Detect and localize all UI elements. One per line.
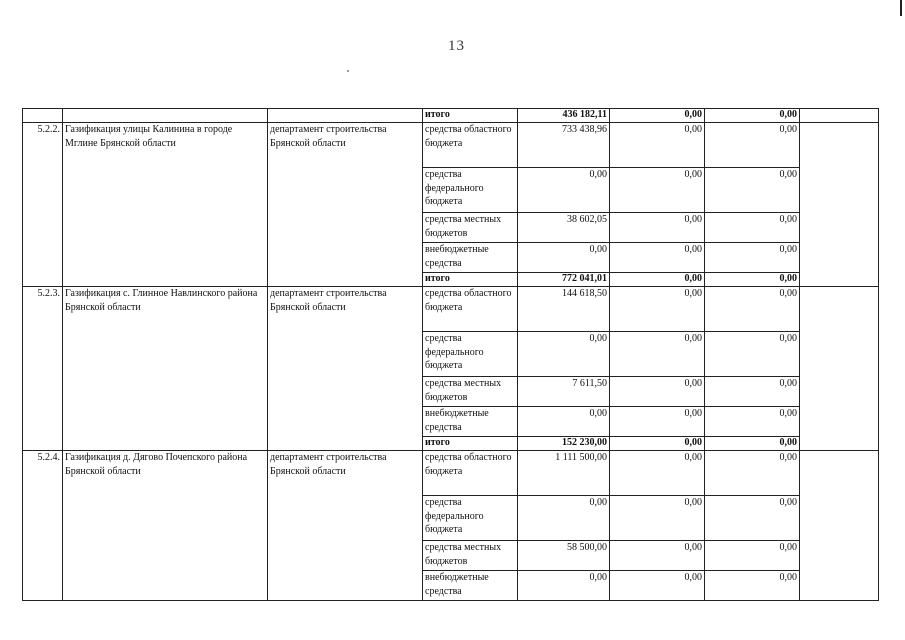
item-number: 5.2.2. xyxy=(23,123,63,287)
value-cell: 0,00 xyxy=(518,243,610,273)
item-executor: департамент строительства Брянской области xyxy=(268,123,423,287)
source-cell: итого xyxy=(423,437,518,451)
source-cell: средства областного бюджета xyxy=(423,287,518,332)
value-cell: 144 618,50 xyxy=(518,287,610,332)
value-cell: 0,00 xyxy=(705,123,800,168)
value-cell: 0,00 xyxy=(705,213,800,243)
note-cell xyxy=(800,287,879,451)
note-cell xyxy=(800,451,879,601)
table-row xyxy=(23,451,879,496)
scan-edge-mark xyxy=(900,0,902,16)
value-cell: 0,00 xyxy=(705,407,800,437)
value-cell: 0,00 xyxy=(705,541,800,571)
item-name: Газификация д. Дягово Почепского района Брянской области xyxy=(63,451,268,601)
value-cell: 0,00 xyxy=(610,437,705,451)
scan-speck xyxy=(347,70,349,72)
value-cell: 0,00 xyxy=(610,273,705,287)
source-cell: внебюджетные средства xyxy=(423,243,518,273)
executor-cell xyxy=(268,109,423,123)
number-cell xyxy=(23,109,63,123)
source-cell: средства федерального бюджета xyxy=(423,168,518,213)
source-cell: средства областного бюджета xyxy=(423,123,518,168)
value-cell: 0,00 xyxy=(610,571,705,601)
item-number: 5.2.4. xyxy=(23,451,63,601)
value-cell: 0,00 xyxy=(705,451,800,496)
value-cell: 772 041,01 xyxy=(518,273,610,287)
value-cell: 0,00 xyxy=(705,571,800,601)
value-cell: 0,00 xyxy=(610,213,705,243)
value-cell: 0,00 xyxy=(705,287,800,332)
source-cell: средства местных бюджетов xyxy=(423,213,518,243)
source-cell: внебюджетные средства xyxy=(423,407,518,437)
value-cell: 0,00 xyxy=(610,496,705,541)
value-cell: 0,00 xyxy=(705,273,800,287)
note-cell xyxy=(800,109,879,123)
value-cell: 436 182,11 xyxy=(518,109,610,123)
source-cell: итого xyxy=(423,109,518,123)
value-cell: 1 111 500,00 xyxy=(518,451,610,496)
value-cell: 0,00 xyxy=(610,541,705,571)
page-number: 13 xyxy=(448,38,465,54)
source-cell: средства областного бюджета xyxy=(423,451,518,496)
value-cell: 0,00 xyxy=(705,437,800,451)
value-cell: 0,00 xyxy=(610,332,705,377)
value-cell: 38 602,05 xyxy=(518,213,610,243)
value-cell: 0,00 xyxy=(610,243,705,273)
item-number: 5.2.3. xyxy=(23,287,63,451)
value-cell: 0,00 xyxy=(610,168,705,213)
note-cell xyxy=(800,123,879,287)
value-cell: 733 438,96 xyxy=(518,123,610,168)
value-cell: 0,00 xyxy=(518,168,610,213)
source-cell: средства местных бюджетов xyxy=(423,541,518,571)
value-cell: 0,00 xyxy=(610,407,705,437)
value-cell: 0,00 xyxy=(610,109,705,123)
table-row xyxy=(23,287,879,332)
value-cell: 0,00 xyxy=(705,377,800,407)
item-executor: департамент строительства Брянской области xyxy=(268,451,423,601)
value-cell: 0,00 xyxy=(610,123,705,168)
value-cell: 0,00 xyxy=(610,451,705,496)
item-name: Газификация улицы Калинина в городе Мглине Брянской области xyxy=(63,123,268,287)
budget-table xyxy=(22,108,879,601)
value-cell: 0,00 xyxy=(610,377,705,407)
value-cell: 0,00 xyxy=(518,407,610,437)
value-cell: 152 230,00 xyxy=(518,437,610,451)
source-cell: средства федерального бюджета xyxy=(423,332,518,377)
value-cell: 0,00 xyxy=(518,332,610,377)
source-cell: средства федерального бюджета xyxy=(423,496,518,541)
table-row xyxy=(23,123,879,168)
source-cell: внебюджетные средства xyxy=(423,571,518,601)
value-cell: 0,00 xyxy=(518,571,610,601)
value-cell: 58 500,00 xyxy=(518,541,610,571)
table-row-total xyxy=(23,109,879,123)
value-cell: 0,00 xyxy=(705,243,800,273)
value-cell: 7 611,50 xyxy=(518,377,610,407)
name-cell xyxy=(63,109,268,123)
item-name: Газификация с. Глинное Навлинского района Брянской области xyxy=(63,287,268,451)
value-cell: 0,00 xyxy=(705,168,800,213)
source-cell: средства местных бюджетов xyxy=(423,377,518,407)
source-cell: итого xyxy=(423,273,518,287)
value-cell: 0,00 xyxy=(705,332,800,377)
value-cell: 0,00 xyxy=(705,109,800,123)
value-cell: 0,00 xyxy=(705,496,800,541)
value-cell: 0,00 xyxy=(610,287,705,332)
value-cell: 0,00 xyxy=(518,496,610,541)
item-executor: департамент строительства Брянской области xyxy=(268,287,423,451)
